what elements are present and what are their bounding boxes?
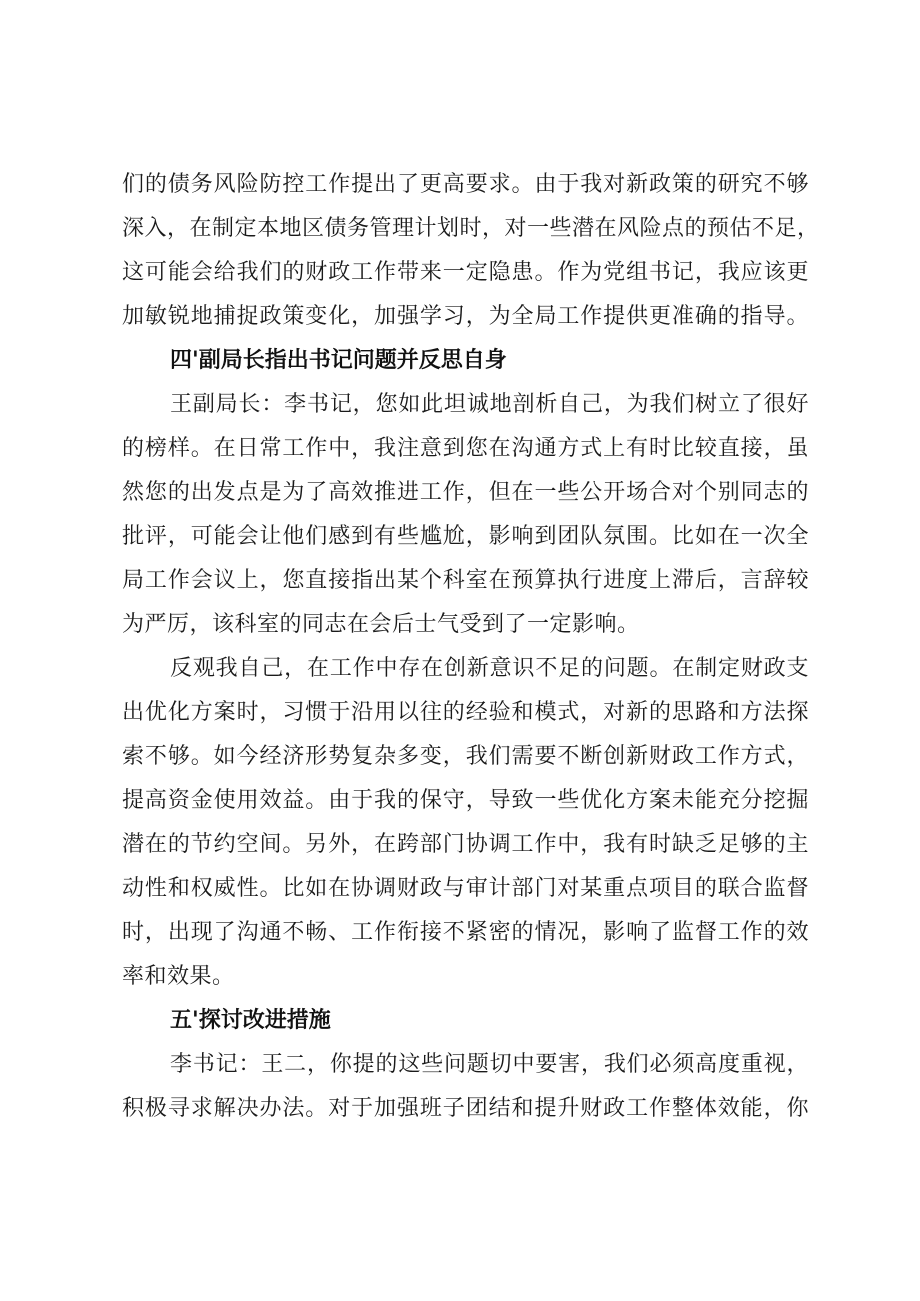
paragraph-line: 王副局长：李书记，您如此坦诚地剖析自己，为我们树立了很好	[170, 392, 809, 417]
paragraph-line: 然您的出发点是为了高效推进工作，但在一些公开场合对个别同志的	[122, 480, 809, 505]
paragraph-line: 们的债务风险防控工作提出了更高要求。由于我对新政策的研究不够	[122, 172, 809, 197]
section-heading: 五'探讨改进措施	[170, 1008, 331, 1033]
paragraph-line: 深入，在制定本地区债务管理计划时，对一些潜在风险点的预估不足，	[122, 216, 820, 241]
paragraph-line: 提高资金使用效益。由于我的保守，导致一些优化方案未能充分挖掘	[122, 788, 809, 813]
section-heading: 四'副局长指出书记问题并反思自身	[170, 348, 507, 373]
paragraph-line: 批评，可能会让他们感到有些尴尬，影响到团队氛围。比如在一次全	[122, 524, 809, 549]
paragraph-line: 出优化方案时，习惯于沿用以往的经验和模式，对新的思路和方法探	[122, 700, 809, 725]
paragraph-line: 李书记：王二，你提的这些问题切中要害，我们必须高度重视，	[170, 1052, 809, 1077]
paragraph-line: 为严厉，该科室的同志在会后士气受到了一定影响。	[122, 612, 640, 637]
paragraph-line: 局工作会议上，您直接指出某个科室在预算执行进度上滞后，言辞较	[122, 568, 809, 593]
paragraph-line: 的榜样。在日常工作中，我注意到您在沟通方式上有时比较直接，虽	[122, 436, 809, 461]
paragraph-line: 潜在的节约空间。另外，在跨部门协调工作中，我有时缺乏足够的主	[122, 832, 809, 857]
paragraph-line: 索不够。如今经济形势复杂多变，我们需要不断创新财政工作方式，	[122, 744, 809, 769]
paragraph-line: 这可能会给我们的财政工作带来一定隐患。作为党组书记，我应该更	[122, 260, 809, 285]
paragraph-line: 积极寻求解决办法。对于加强班子团结和提升财政工作整体效能，你	[122, 1096, 809, 1121]
paragraph-line: 加敏锐地捕捉政策变化，加强学习，为全局工作提供更准确的指导。	[122, 304, 809, 329]
paragraph-line: 时，出现了沟通不畅、工作衔接不紧密的情况，影响了监督工作的效	[122, 920, 809, 945]
paragraph-line: 率和效果。	[122, 964, 235, 989]
paragraph-line: 反观我自己，在工作中存在创新意识不足的问题。在制定财政支	[170, 656, 809, 681]
paragraph-line: 动性和权威性。比如在协调财政与审计部门对某重点项目的联合监督	[122, 876, 809, 901]
